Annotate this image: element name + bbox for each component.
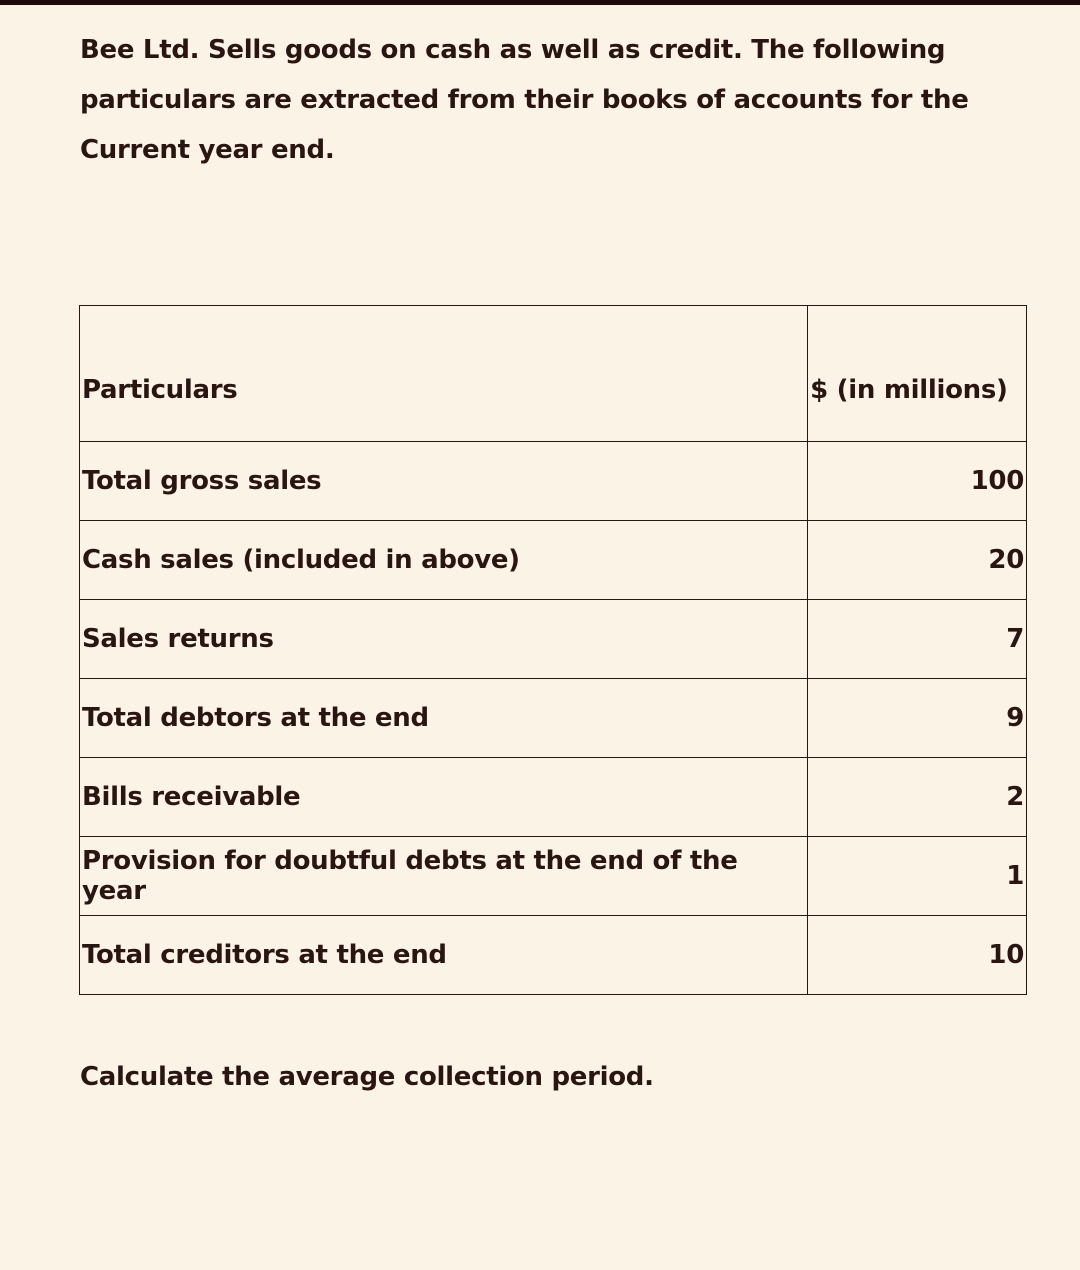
intro-line: Bee Ltd. Sells goods on cash as well as credit. The following (80, 35, 946, 65)
table-row (80, 679, 1027, 758)
row-value: 2 (808, 758, 1027, 837)
row-value: 10 (808, 916, 1027, 995)
row-label: Cash sales (included in above) (80, 521, 808, 600)
row-label: Bills receivable (80, 758, 808, 837)
intro-paragraph (80, 25, 980, 175)
table-row (80, 916, 1027, 995)
row-value: 20 (808, 521, 1027, 600)
row-value: 1 (808, 837, 1027, 916)
table-row (80, 758, 1027, 837)
table-row (80, 442, 1027, 521)
table-header-row (80, 306, 1027, 442)
row-label: Total gross sales (80, 442, 808, 521)
intro-line: particulars are extracted from their books of accounts for the (80, 85, 969, 115)
row-value: 100 (808, 442, 1027, 521)
row-value: 7 (808, 600, 1027, 679)
table-row (80, 837, 1027, 916)
row-label: Total debtors at the end (80, 679, 808, 758)
row-label: Total creditors at the end (80, 916, 808, 995)
table-row (80, 521, 1027, 600)
top-border (0, 0, 1080, 5)
particulars-table (79, 305, 1027, 995)
row-label: Provision for doubtful debts at the end of the year (80, 837, 808, 916)
row-value: 9 (808, 679, 1027, 758)
header-amount: $ (in millions) (808, 306, 1027, 442)
intro-line: Current year end. (80, 135, 335, 165)
header-particulars: Particulars (80, 306, 808, 442)
question-text: Calculate the average collection period. (80, 1062, 654, 1092)
table-row (80, 600, 1027, 679)
row-label: Sales returns (80, 600, 808, 679)
